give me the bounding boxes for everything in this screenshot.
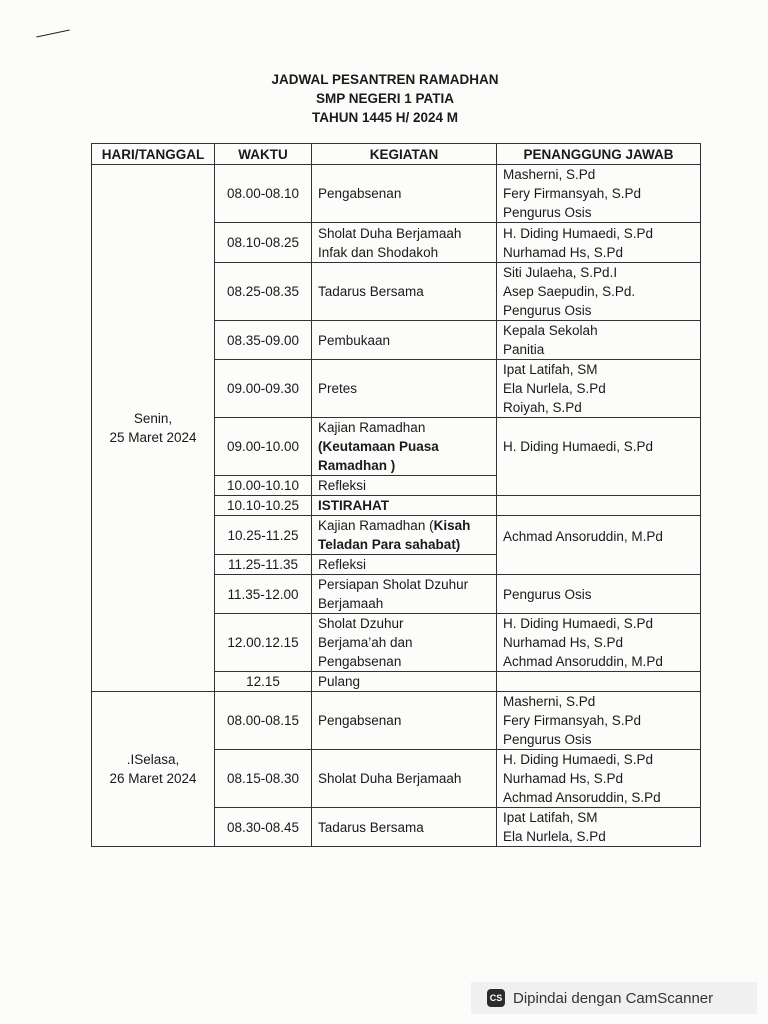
title-line-1: JADWAL PESANTREN RAMADHAN	[271, 72, 499, 87]
day-name: Senin,	[133, 411, 173, 426]
time-cell: 11.35-12.00	[215, 575, 312, 614]
activity-cell: Pulang	[312, 672, 497, 692]
activity-cell: Refleksi	[312, 476, 497, 496]
column-header-pic: PENANGGUNG JAWAB	[497, 144, 701, 165]
pic-cell: Masherni, S.Pd Fery Firmansyah, S.Pd Pengurus Osis	[497, 165, 701, 223]
activity-cell: Pengabsenan	[312, 165, 497, 223]
day-name: .ISelasa,	[126, 752, 180, 767]
time-cell: 10.00-10.10	[215, 476, 312, 496]
activity-cell: Persiapan Sholat Dzuhur Berjamaah	[312, 575, 497, 614]
camscanner-watermark	[471, 982, 757, 1014]
activity-cell: Tadarus Bersama	[312, 808, 497, 847]
pic-cell: Masherni, S.Pd Fery Firmansyah, S.Pd Pengurus Osis	[497, 692, 701, 750]
pic-cell: H. Diding Humaedi, S.Pd Nurhamad Hs, S.Pd Achmad Ansoruddin, M.Pd	[497, 614, 701, 672]
pic-cell: Siti Julaeha, S.Pd.I Asep Saepudin, S.Pd. Pengurus Osis	[497, 263, 701, 321]
day-cell-senin	[92, 165, 215, 692]
schedule-table	[91, 143, 701, 847]
time-cell: 08.25-08.35	[215, 263, 312, 321]
time-cell: 10.25-11.25	[215, 516, 312, 555]
pic-cell: Kepala Sekolah Panitia	[497, 321, 701, 360]
pic-cell	[497, 672, 701, 692]
title-line-2: SMP NEGERI 1 PATIA	[315, 91, 455, 106]
pic-cell: Ipat Latifah, SM Ela Nurlela, S.Pd Roiyah, S.Pd	[497, 360, 701, 418]
activity-cell: Tadarus Bersama	[312, 263, 497, 321]
title-line-3: TAHUN 1445 H/ 2024 M	[311, 110, 459, 125]
pic-cell: H. Diding Humaedi, S.Pd Nurhamad Hs, S.Pd	[497, 223, 701, 263]
activity-cell: Kajian Ramadhan (Kisah Teladan Para sahabat)	[312, 516, 497, 555]
pen-stroke-mark	[36, 29, 69, 37]
time-cell: 11.25-11.35	[215, 555, 312, 575]
time-cell: 08.15-08.30	[215, 750, 312, 808]
day-cell-selasa	[92, 692, 215, 847]
time-cell: 08.35-09.00	[215, 321, 312, 360]
camscanner-text: Dipindai dengan CamScanner	[513, 989, 714, 1007]
time-cell: 08.00-08.15	[215, 692, 312, 750]
table-row	[92, 692, 701, 750]
pic-cell: H. Diding Humaedi, S.Pd Nurhamad Hs, S.Pd Achmad Ansoruddin, S.Pd	[497, 750, 701, 808]
column-header-time: WAKTU	[215, 144, 312, 165]
activity-cell: Pengabsenan	[312, 692, 497, 750]
time-cell: 09.00-10.00	[215, 418, 312, 476]
activity-cell: Sholat Duha Berjamaah	[312, 750, 497, 808]
day-date: 25 Maret 2024	[109, 430, 197, 445]
time-cell: 12.00.12.15	[215, 614, 312, 672]
time-cell: 08.30-08.45	[215, 808, 312, 847]
time-cell: 08.00-08.10	[215, 165, 312, 223]
table-row	[92, 165, 701, 223]
activity-cell: Sholat Dzuhur Berjama’ah dan Pengabsenan	[312, 614, 497, 672]
pic-cell	[497, 496, 701, 516]
activity-cell: ISTIRAHAT	[312, 496, 497, 516]
pic-cell: Ipat Latifah, SM Ela Nurlela, S.Pd	[497, 808, 701, 847]
day-date: 26 Maret 2024	[109, 771, 197, 786]
time-cell: 10.10-10.25	[215, 496, 312, 516]
time-cell: 08.10-08.25	[215, 223, 312, 263]
activity-cell: Sholat Duha Berjamaah Infak dan Shodakoh	[312, 223, 497, 263]
pic-cell: Pengurus Osis	[497, 575, 701, 614]
column-header-day: HARI/TANGGAL	[92, 144, 215, 165]
pic-cell: H. Diding Humaedi, S.Pd	[497, 418, 701, 496]
pic-cell: Achmad Ansoruddin, M.Pd	[497, 516, 701, 575]
document-title	[0, 70, 768, 127]
activity-cell: Pretes	[312, 360, 497, 418]
column-header-activity: KEGIATAN	[312, 144, 497, 165]
time-cell: 12.15	[215, 672, 312, 692]
table-header-row	[92, 144, 701, 165]
time-cell: 09.00-09.30	[215, 360, 312, 418]
camscanner-logo-icon: CS	[487, 989, 505, 1007]
activity-cell: Refleksi	[312, 555, 497, 575]
activity-cell: Kajian Ramadhan (Keutamaan Puasa Ramadhan )	[312, 418, 497, 476]
activity-cell: Pembukaan	[312, 321, 497, 360]
